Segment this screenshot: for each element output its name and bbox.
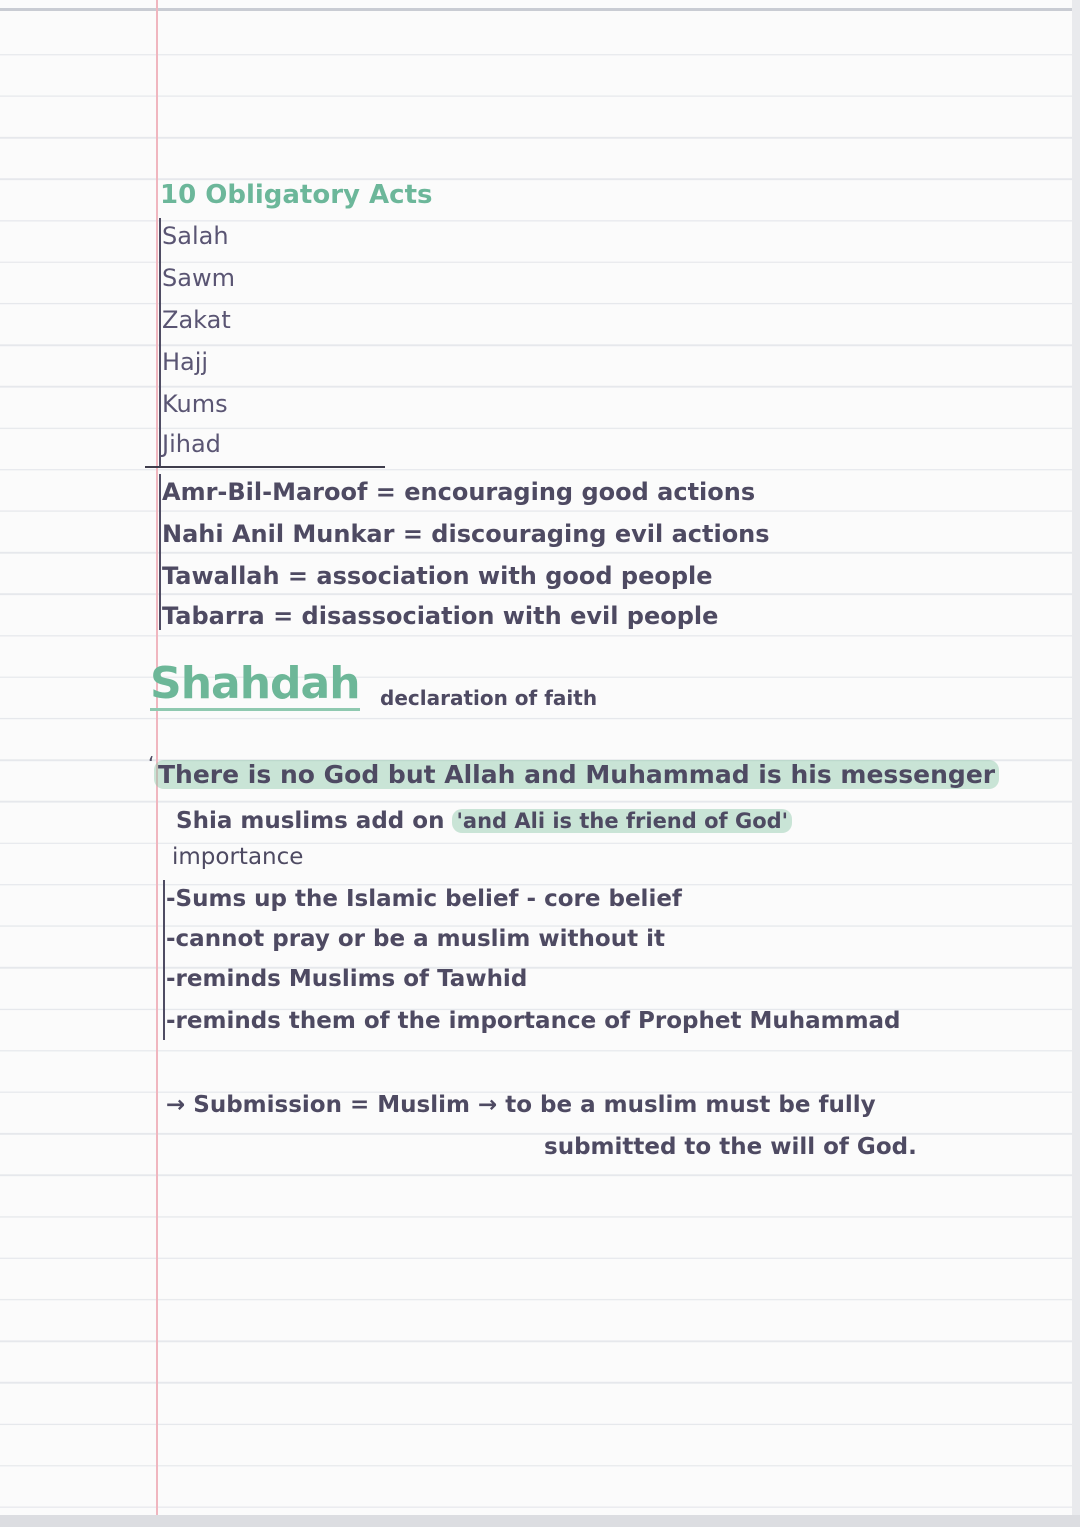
act-item: Hajj — [162, 348, 209, 376]
act-item: Jihad — [162, 430, 221, 458]
obligatory-acts-heading: 10 Obligatory Acts — [160, 180, 433, 210]
definitions-bracket — [159, 474, 161, 630]
importance-point: -reminds them of the importance of Prophet Muhammad — [166, 1008, 901, 1034]
shia-addition-line — [176, 808, 792, 834]
shahadah-title: Shahdah — [150, 658, 360, 709]
top-rule — [0, 8, 1072, 11]
importance-point: -reminds Muslims of Tawhid — [166, 966, 528, 992]
importance-label: importance — [172, 844, 304, 870]
quote-highlight: There is no God but Allah and Muhammad is his messenger — [154, 760, 999, 789]
points-bracket — [163, 880, 165, 1040]
act-item: Zakat — [162, 306, 231, 334]
list-bracket — [159, 218, 161, 466]
importance-point: -Sums up the Islamic belief - core belief — [166, 886, 682, 912]
definition-item: Amr-Bil-Maroof = encouraging good actions — [162, 478, 756, 506]
definition-item: Tabarra = disassociation with evil people — [162, 602, 719, 630]
divider — [145, 466, 385, 468]
shahadah-quote — [154, 760, 999, 789]
shia-addition: 'and Ali is the friend of God' — [452, 809, 792, 833]
quote-mark: ‘ — [148, 752, 155, 776]
submission-line: → Submission = Muslim → to be a muslim must be fully — [166, 1092, 876, 1118]
page-edge-bottom — [0, 1515, 1080, 1527]
submission-line-continued: submitted to the will of God. — [544, 1134, 917, 1160]
act-item: Salah — [162, 222, 229, 250]
page-edge-right — [1072, 0, 1080, 1527]
act-item: Sawm — [162, 264, 235, 292]
importance-point: -cannot pray or be a muslim without it — [166, 926, 665, 952]
shia-prefix: Shia muslims add on — [176, 808, 445, 834]
definition-item: Nahi Anil Munkar = discouraging evil actions — [162, 520, 770, 548]
shahadah-subtitle: declaration of faith — [380, 686, 598, 710]
act-item: Kums — [162, 390, 228, 418]
definition-item: Tawallah = association with good people — [162, 562, 713, 590]
